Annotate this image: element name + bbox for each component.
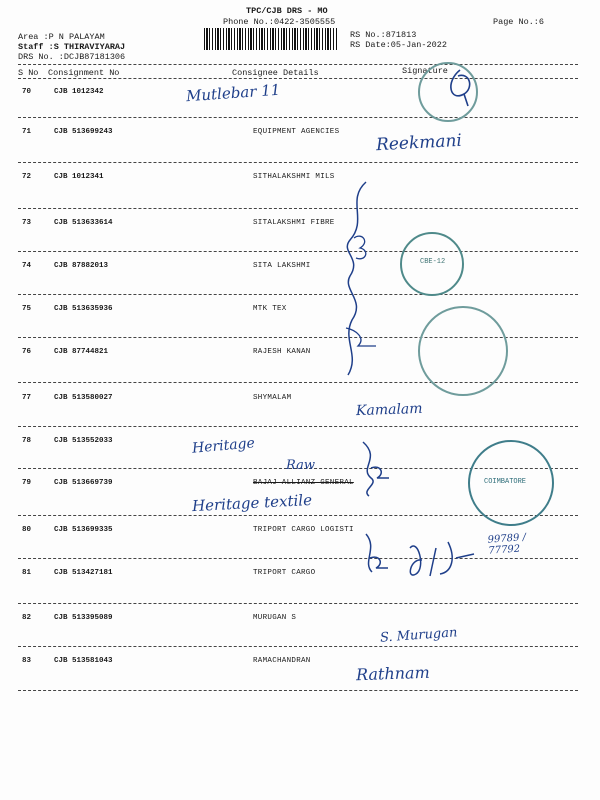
row-sno: 82: [22, 614, 32, 622]
col-consignment: Consignment No: [48, 68, 120, 78]
row-consignee: TRIPORT CARGO: [253, 569, 316, 577]
company-seal-stamp: [400, 232, 464, 296]
table-row: [0, 648, 600, 702]
row-consignment: CJB 513633614: [54, 219, 113, 227]
row-divider: [18, 162, 578, 163]
row-sno: 75: [22, 305, 32, 313]
row-consignee: BAJAJ ALLIANZ GENERAL: [253, 479, 354, 487]
stamp-text: COIMBATORE: [484, 478, 527, 486]
row-consignment: CJB 513552033: [54, 437, 113, 445]
row-divider: [18, 294, 578, 295]
handwritten-phone-numbers: 99789 / 77792: [487, 532, 527, 557]
row-sno: 83: [22, 657, 32, 665]
handwritten-name-row70: Mutlebar 11: [185, 80, 281, 106]
row-consignment: CJB 513580027: [54, 394, 113, 402]
barcode: [204, 28, 338, 50]
row-divider: [18, 251, 578, 252]
row-sno: 78: [22, 437, 32, 445]
handwritten-name-row71: Reekmani: [375, 130, 463, 156]
insurance-seal-stamp: [468, 440, 554, 526]
col-signature: Signature: [402, 66, 448, 76]
row-consignment: CJB 513635936: [54, 305, 113, 313]
rs-date: RS Date:05-Jan-2022: [350, 40, 447, 50]
signature-long-stroke: [336, 180, 386, 380]
row-consignment: CJB 513699243: [54, 128, 113, 136]
stamp-text: CBE-12: [420, 258, 446, 266]
row-sno: 70: [22, 88, 32, 96]
handwritten-name-row77: Kamalam: [355, 400, 423, 420]
row-consignee: RAJESH KANAN: [253, 348, 311, 356]
row-consignment: CJB 513427181: [54, 569, 113, 577]
row-divider: [18, 690, 578, 691]
row-sno: 72: [22, 173, 32, 181]
row-consignee: SITALAKSHMI FIBRE: [253, 219, 335, 227]
row-sno: 77: [22, 394, 32, 402]
row-divider: [18, 426, 578, 427]
row-divider: [18, 603, 578, 604]
row-sno: 76: [22, 348, 32, 356]
row-divider: [18, 646, 578, 647]
handwritten-heritage-textile: Heritage textile: [191, 490, 313, 516]
document-title: TPC/CJB DRS - MO: [246, 6, 328, 16]
row-consignee: MURUGAN S: [253, 614, 297, 622]
row-consignee: EQUIPMENT AGENCIES: [253, 128, 340, 136]
signature-row79: [355, 438, 405, 498]
row-divider: [18, 558, 578, 559]
row-sno: 73: [22, 219, 32, 227]
row-sno: 79: [22, 479, 32, 487]
row-consignment: CJB 513699335: [54, 526, 113, 534]
row-sno: 74: [22, 262, 32, 270]
signature-row80: [360, 528, 490, 588]
row-consignment: CJB 87882013: [54, 262, 109, 270]
drs-number: DRS No. :DCJB87181306: [18, 52, 126, 62]
staff-field: Staff :S THIRAVIYARAJ: [18, 42, 126, 52]
col-sno: S No: [18, 68, 39, 78]
handwritten-name-row82: S. Murugan: [379, 625, 458, 646]
row-sno: 80: [22, 526, 32, 534]
row-consignee: TRIPORT CARGO LOGISTI: [253, 526, 354, 534]
company-seal-stamp: [418, 62, 478, 122]
rs-number: RS No.:871813: [350, 30, 417, 40]
row-divider: [18, 117, 578, 118]
row-consignment: CJB 513669739: [54, 479, 113, 487]
handwritten-raw: Raw: [286, 458, 315, 473]
row-divider: [18, 208, 578, 209]
row-consignment: CJB 513581043: [54, 657, 113, 665]
handwritten-heritage: Heritage: [191, 435, 256, 457]
page-number: Page No.:6: [493, 17, 545, 27]
area-field: Area :P N PALAYAM: [18, 32, 105, 42]
row-consignment: CJB 1012341: [54, 173, 104, 181]
header-divider-top: [18, 64, 578, 65]
phone-number: Phone No.:0422-3505555: [223, 17, 336, 27]
row-consignment: CJB 1012342: [54, 88, 104, 96]
row-consignment: CJB 87744821: [54, 348, 109, 356]
row-consignee: SHYMALAM: [253, 394, 292, 402]
row-sno: 71: [22, 128, 32, 136]
row-sno: 81: [22, 569, 32, 577]
handwritten-name-row83: Rathnam: [355, 662, 431, 685]
col-consignee: Consignee Details: [232, 68, 319, 78]
company-seal-stamp: [418, 306, 508, 396]
row-consignee: SITHALAKSHMI MILS: [253, 173, 335, 181]
row-consignee: RAMACHANDRAN: [253, 657, 311, 665]
row-consignee: SITA LAKSHMI: [253, 262, 311, 270]
row-consignment: CJB 513395089: [54, 614, 113, 622]
row-consignee: MTK TEX: [253, 305, 287, 313]
